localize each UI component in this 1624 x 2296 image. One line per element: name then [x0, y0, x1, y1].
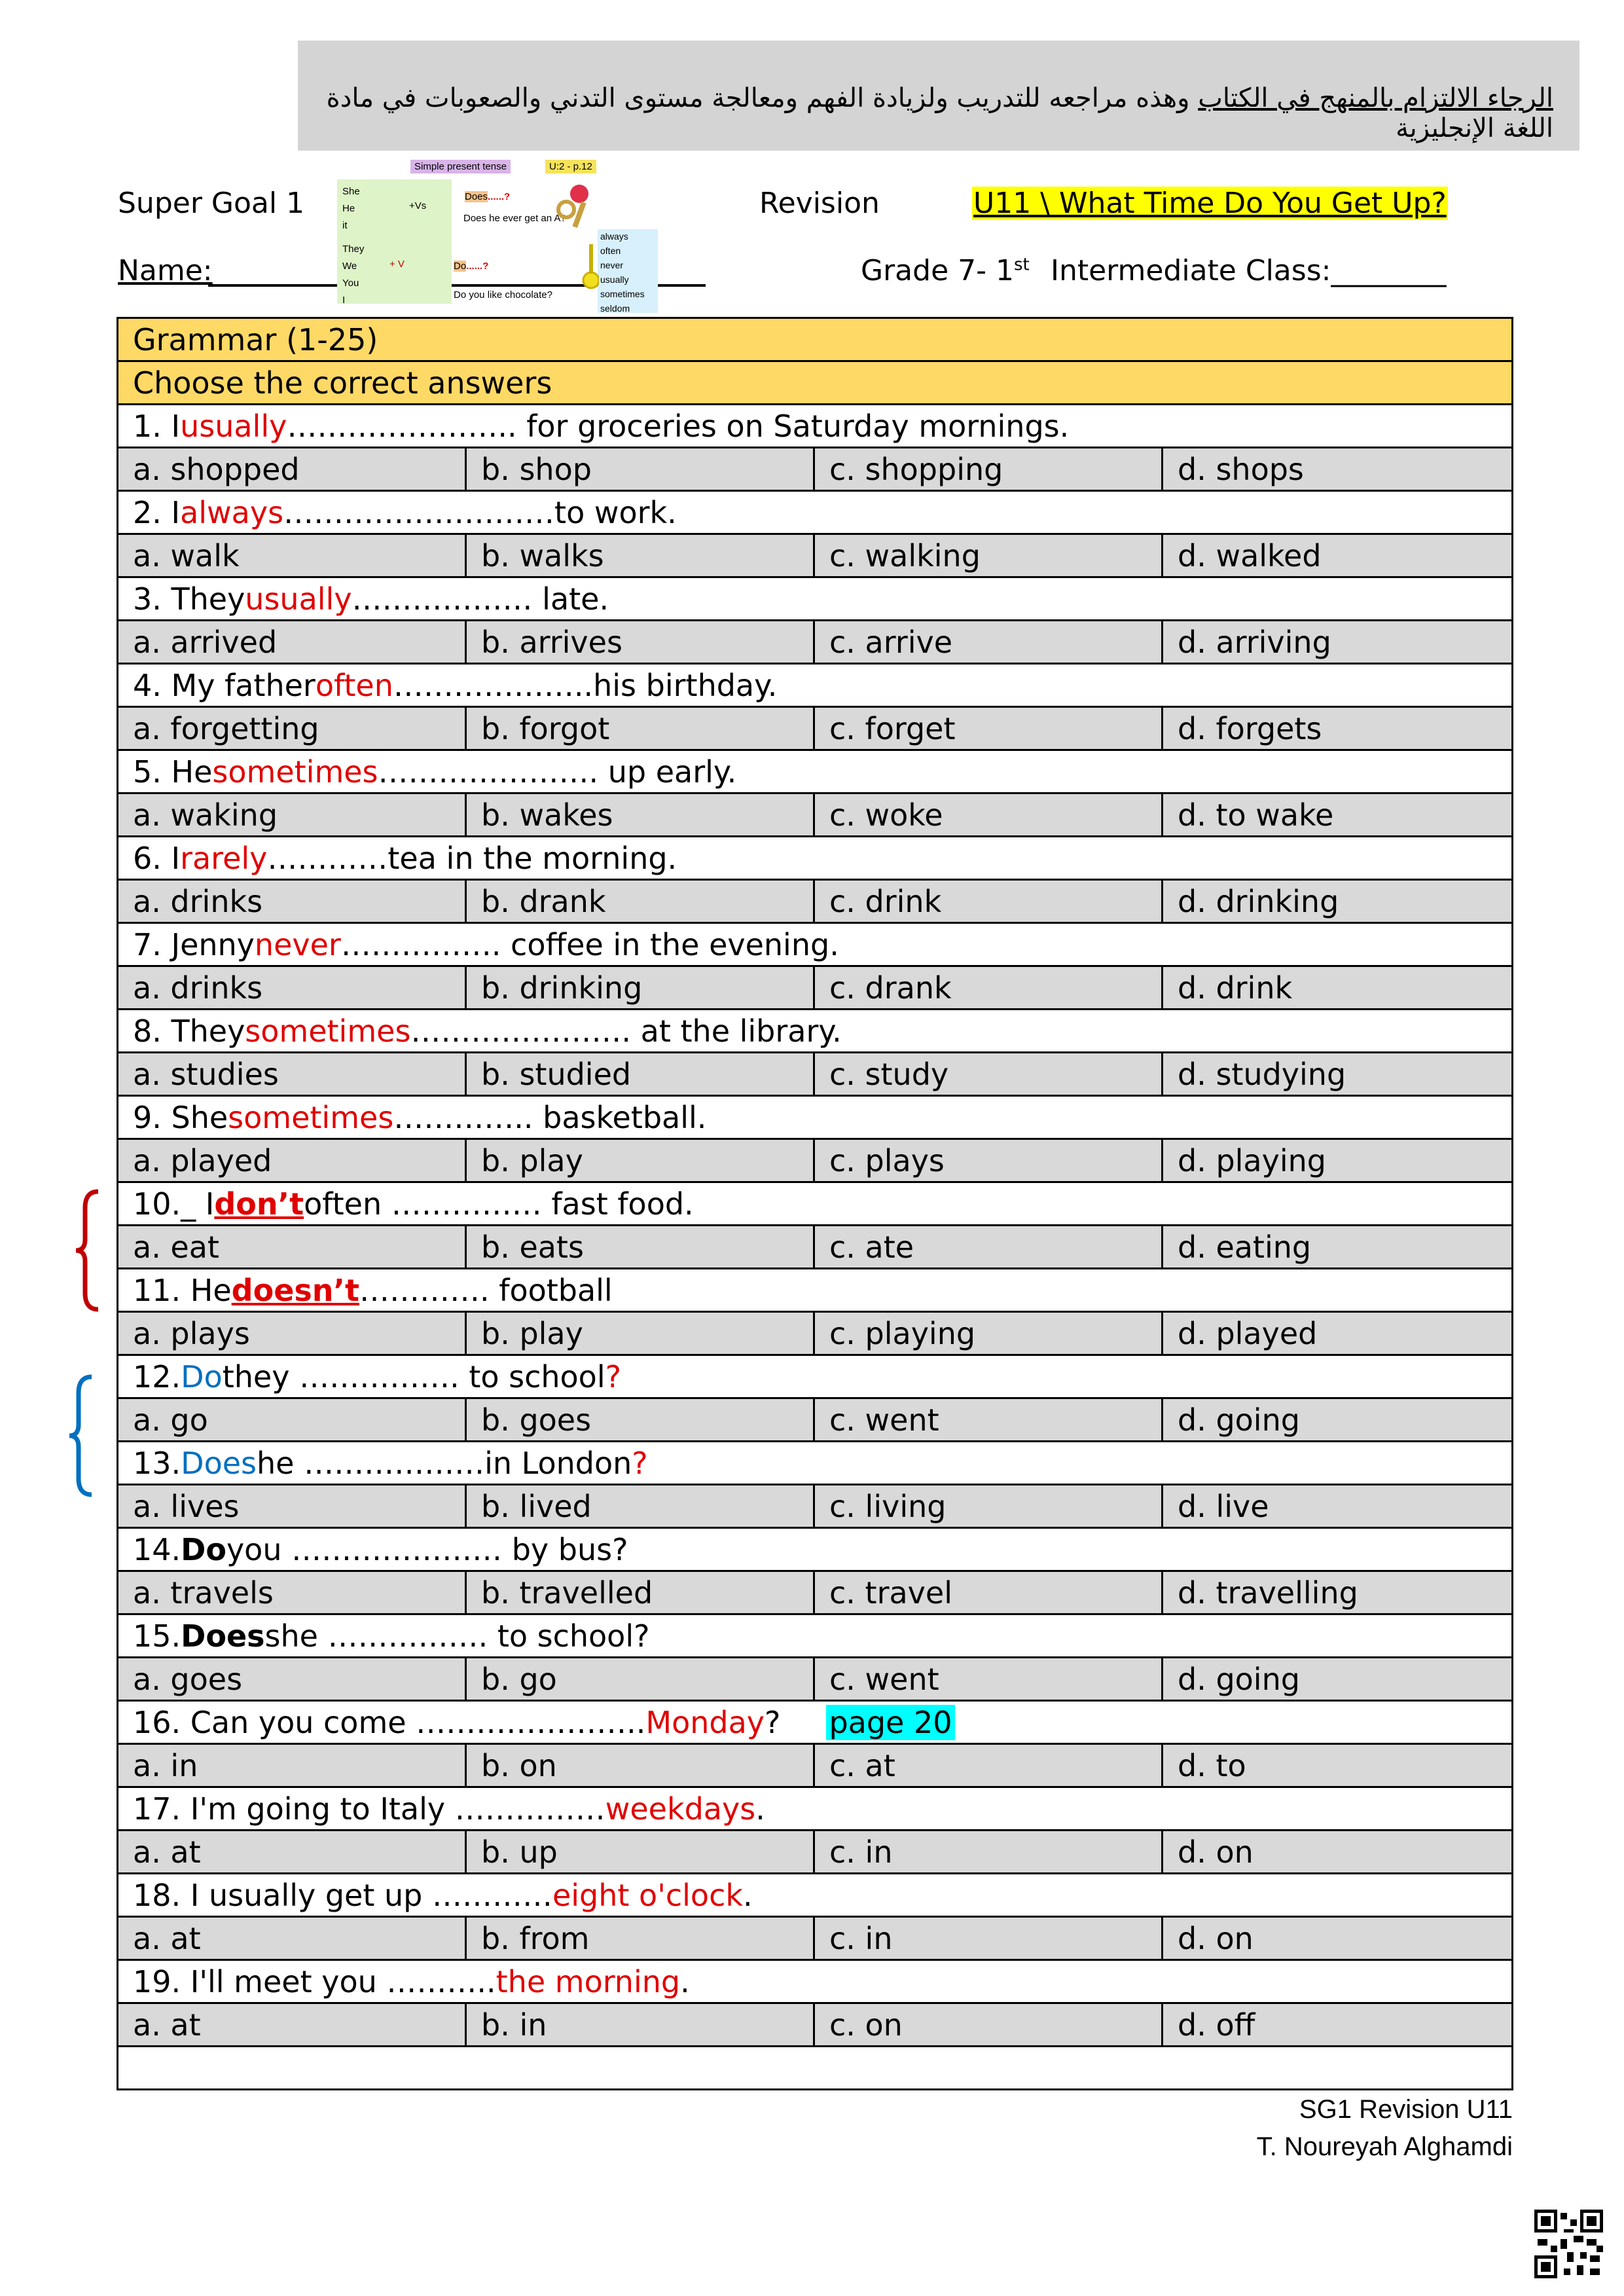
options-row: [118, 967, 1511, 1010]
answer-option[interactable]: c. forget: [815, 708, 1163, 749]
question-row: [118, 665, 1511, 708]
answer-option[interactable]: a. shopped: [118, 448, 467, 490]
options-row: [118, 1745, 1511, 1788]
answer-option[interactable]: c. plays: [815, 1140, 1163, 1181]
question-text: 2. I always ………………………to work.: [133, 494, 677, 530]
question-row: [118, 1356, 1511, 1399]
answer-option[interactable]: c. shopping: [815, 448, 1163, 490]
answer-option[interactable]: a. in: [118, 1745, 467, 1786]
question-text: 1. I usually ………………….. for groceries on Saturday mornings.: [133, 408, 1070, 444]
question-row: [118, 1702, 1511, 1745]
name-label: Name:: [118, 254, 213, 287]
answer-option[interactable]: c. in: [815, 1831, 1163, 1872]
chart-unit: U:2 - p.12: [545, 160, 596, 173]
question-row: [118, 751, 1511, 794]
question-row: [118, 1097, 1511, 1140]
example-do: Do you like chocolate?: [454, 289, 552, 301]
answer-option[interactable]: a. eat: [118, 1226, 467, 1267]
question-text: 18. I usually get up ………… eight o'clock .: [133, 1877, 753, 1913]
question-row: [118, 1442, 1511, 1485]
question-row: [118, 837, 1511, 881]
question-text: 11. He doesn’t …………. football: [133, 1272, 613, 1308]
answer-option[interactable]: c. woke: [815, 794, 1163, 835]
answer-option[interactable]: a. at: [118, 1831, 467, 1872]
footer-title: SG1 Revision U11: [1299, 2095, 1513, 2124]
answer-option[interactable]: b. from: [467, 1918, 815, 1959]
answer-option[interactable]: b. shop: [467, 448, 815, 490]
grade-label: Grade 7- 1st: [861, 254, 1030, 287]
answer-option[interactable]: d. going: [1178, 1402, 1300, 1438]
answer-option[interactable]: b. drinking: [467, 967, 815, 1008]
answer-option[interactable]: a. plays: [118, 1313, 467, 1354]
answer-option[interactable]: b. in: [467, 2004, 815, 2045]
question-row: [118, 1615, 1511, 1658]
instruction-banner: [298, 41, 1579, 151]
answer-option[interactable]: b. drank: [467, 881, 815, 922]
pronouns-others: They We You I: [342, 244, 365, 306]
question-row: [118, 1529, 1511, 1572]
section-instruction: Choose the correct answers: [133, 365, 552, 401]
options-row: [118, 1399, 1511, 1442]
rule-v: + V: [389, 259, 405, 270]
answer-option[interactable]: c. in: [815, 1918, 1163, 1959]
answer-option[interactable]: a. arrived: [118, 621, 467, 663]
answer-option[interactable]: a. studies: [118, 1053, 467, 1095]
options-row: [118, 1313, 1511, 1356]
options-row: [118, 1572, 1511, 1615]
options-row: [118, 621, 1511, 665]
blank-row: [118, 2047, 1511, 2088]
page-reference-tag: page 20: [826, 1705, 954, 1740]
questions-table: [117, 317, 1513, 2090]
section-title: Grammar (1-25): [133, 321, 378, 357]
does-question: Does......?: [465, 191, 511, 202]
options-row: [118, 1485, 1511, 1529]
blue-brace-icon: [64, 1374, 97, 1498]
answer-option[interactable]: b. on: [467, 1745, 815, 1786]
answer-option[interactable]: a. travels: [118, 1572, 467, 1613]
question-row: [118, 1874, 1511, 1918]
question-row: [118, 578, 1511, 621]
answer-option[interactable]: b. studied: [467, 1053, 815, 1095]
options-row: [118, 881, 1511, 924]
keys-icon: [553, 182, 599, 293]
question-text: 6. I rarely …………tea in the morning.: [133, 840, 677, 876]
instruction-row: [118, 362, 1511, 405]
answer-option[interactable]: b. eats: [467, 1226, 815, 1267]
answer-option[interactable]: c. playing: [815, 1313, 1163, 1354]
question-row: [118, 1788, 1511, 1831]
question-text: 9. She sometimes ………….. basketball.: [133, 1099, 707, 1135]
options-row: [118, 1053, 1511, 1097]
answer-option[interactable]: c. travel: [815, 1572, 1163, 1613]
answer-option[interactable]: d. studying: [1178, 1056, 1346, 1092]
answer-option[interactable]: a. played: [118, 1140, 467, 1181]
answer-option[interactable]: d. arriving: [1178, 624, 1331, 660]
answer-option[interactable]: c. living: [815, 1485, 1163, 1527]
answer-option[interactable]: c. study: [815, 1053, 1163, 1095]
answer-option[interactable]: a. walk: [118, 535, 467, 576]
answer-option[interactable]: c. went: [815, 1399, 1163, 1440]
options-row: [118, 2004, 1511, 2047]
example-does: Does he ever get an A?: [463, 213, 566, 224]
answer-option[interactable]: a. drinks: [118, 967, 467, 1008]
answer-option[interactable]: b. arrives: [467, 621, 815, 663]
answer-option[interactable]: b. walks: [467, 535, 815, 576]
section-title-row: [118, 319, 1511, 362]
question-text: 13. Does he ………………in London ?: [133, 1445, 648, 1481]
answer-option[interactable]: a. forgetting: [118, 708, 467, 749]
rule-vs: +Vs: [409, 200, 427, 211]
book-title: Super Goal 1: [118, 187, 305, 220]
answer-option[interactable]: d. eating: [1178, 1229, 1312, 1265]
answer-option[interactable]: b. lived: [467, 1485, 815, 1527]
question-text: 17. I'm going to Italy …………… weekdays .: [133, 1791, 765, 1827]
options-row: [118, 794, 1511, 837]
question-text: 3. They usually ……………… late.: [133, 581, 609, 617]
options-row: [118, 1658, 1511, 1702]
class-label: Intermediate Class:________: [1051, 254, 1447, 287]
answer-option[interactable]: a. at: [118, 2004, 467, 2045]
answer-option[interactable]: b. forgot: [467, 708, 815, 749]
question-row: [118, 924, 1511, 967]
options-row: [118, 1831, 1511, 1874]
answer-option[interactable]: d. going: [1178, 1661, 1300, 1697]
question-text: 7. Jenny never ……………. coffee in the evening.: [133, 926, 839, 962]
chart-title: Simple present tense: [410, 160, 511, 173]
red-brace-icon: [71, 1188, 103, 1313]
options-row: [118, 1918, 1511, 1961]
answer-option[interactable]: d. playing: [1178, 1142, 1326, 1178]
question-text: 5. He sometimes …………………. up early.: [133, 754, 737, 790]
answer-option[interactable]: d. walked: [1178, 538, 1322, 574]
question-text: 14. Do you ………………… by bus?: [133, 1531, 628, 1567]
answer-option[interactable]: c. drank: [815, 967, 1163, 1008]
answer-option[interactable]: d. travelling: [1178, 1575, 1358, 1611]
answer-option[interactable]: b. play: [467, 1140, 815, 1181]
unit-title: U11 \ What Time Do You Get Up?: [973, 187, 1447, 220]
answer-option[interactable]: c. at: [815, 1745, 1163, 1786]
footer-teacher: T. Noureyah Alghamdi: [1256, 2132, 1513, 2161]
answer-option[interactable]: d. played: [1178, 1315, 1318, 1351]
question-row: [118, 492, 1511, 535]
answer-option[interactable]: b. go: [467, 1658, 815, 1700]
answer-option[interactable]: c. on: [815, 2004, 1163, 2045]
answer-option[interactable]: d. drink: [1178, 970, 1293, 1006]
grammar-chart: [337, 157, 658, 314]
question-row: [118, 1010, 1511, 1053]
arabic-instruction: الرجاء الالتزام بالمنهج في الكتاب وهذه مراجعه للتدريب ولزيادة الفهم ومعالجة مستوى التدني والصعوبات في مادة اللغة الإنجليزية: [326, 83, 1553, 143]
class-field: ________: [1331, 254, 1447, 287]
answer-option[interactable]: c. ate: [815, 1226, 1163, 1267]
answer-option[interactable]: d. live: [1178, 1488, 1269, 1524]
options-row: [118, 448, 1511, 492]
answer-option[interactable]: d. on: [1178, 1834, 1254, 1870]
pronouns-third-person: She He it: [342, 186, 360, 231]
answer-option[interactable]: a. goes: [118, 1658, 467, 1700]
answer-option[interactable]: a. go: [118, 1399, 467, 1440]
answer-option[interactable]: b. play: [467, 1313, 815, 1354]
answer-option[interactable]: b. wakes: [467, 794, 815, 835]
answer-option[interactable]: b. up: [467, 1831, 815, 1872]
question-row: [118, 1183, 1511, 1226]
question-text: 12. Do they ……………. to school ?: [133, 1358, 622, 1394]
answer-option[interactable]: d. forgets: [1178, 710, 1322, 746]
answer-option[interactable]: d. off: [1178, 2007, 1255, 2043]
answer-option[interactable]: c. arrive: [815, 621, 1163, 663]
question-text: 10._ I don’t often …………… fast food.: [133, 1186, 694, 1222]
answer-option[interactable]: d. on: [1178, 1920, 1254, 1956]
answer-option[interactable]: a. at: [118, 1918, 467, 1959]
qr-code-icon: [1534, 2210, 1603, 2278]
question-text: 16. Can you come ………………….. Monday ? page 20: [118, 1702, 1511, 1743]
do-question: Do......?: [454, 261, 489, 272]
options-row: [118, 708, 1511, 751]
question-text: 4. My father often ………………..his birthday.: [133, 667, 778, 703]
answer-option[interactable]: d. to wake: [1178, 797, 1334, 833]
answer-option[interactable]: b. goes: [467, 1399, 815, 1440]
answer-option[interactable]: d. shops: [1178, 451, 1304, 487]
answer-option[interactable]: a. drinks: [118, 881, 467, 922]
options-row: [118, 535, 1511, 578]
question-text: 8. They sometimes …………………. at the library.: [133, 1013, 842, 1049]
answer-option[interactable]: b. travelled: [467, 1572, 815, 1613]
answer-option[interactable]: d. drinking: [1178, 883, 1339, 919]
revision-label: Revision: [759, 187, 880, 220]
adverbs-list: always often never usually sometimes seldom: [598, 229, 658, 313]
answer-option[interactable]: c. went: [815, 1658, 1163, 1700]
answer-option[interactable]: a. lives: [118, 1485, 467, 1527]
answer-option[interactable]: d. to: [1178, 1747, 1246, 1783]
answer-option[interactable]: a. waking: [118, 794, 467, 835]
question-row: [118, 1961, 1511, 2004]
answer-option[interactable]: c. drink: [815, 881, 1163, 922]
options-row: [118, 1226, 1511, 1269]
question-row: [118, 405, 1511, 448]
question-row: [118, 1269, 1511, 1313]
options-row: [118, 1140, 1511, 1183]
answer-option[interactable]: c. walking: [815, 535, 1163, 576]
question-text: 15. Does she ……………. to school?: [133, 1618, 650, 1654]
question-text: 19. I'll meet you ……….. the morning .: [133, 1963, 690, 1999]
